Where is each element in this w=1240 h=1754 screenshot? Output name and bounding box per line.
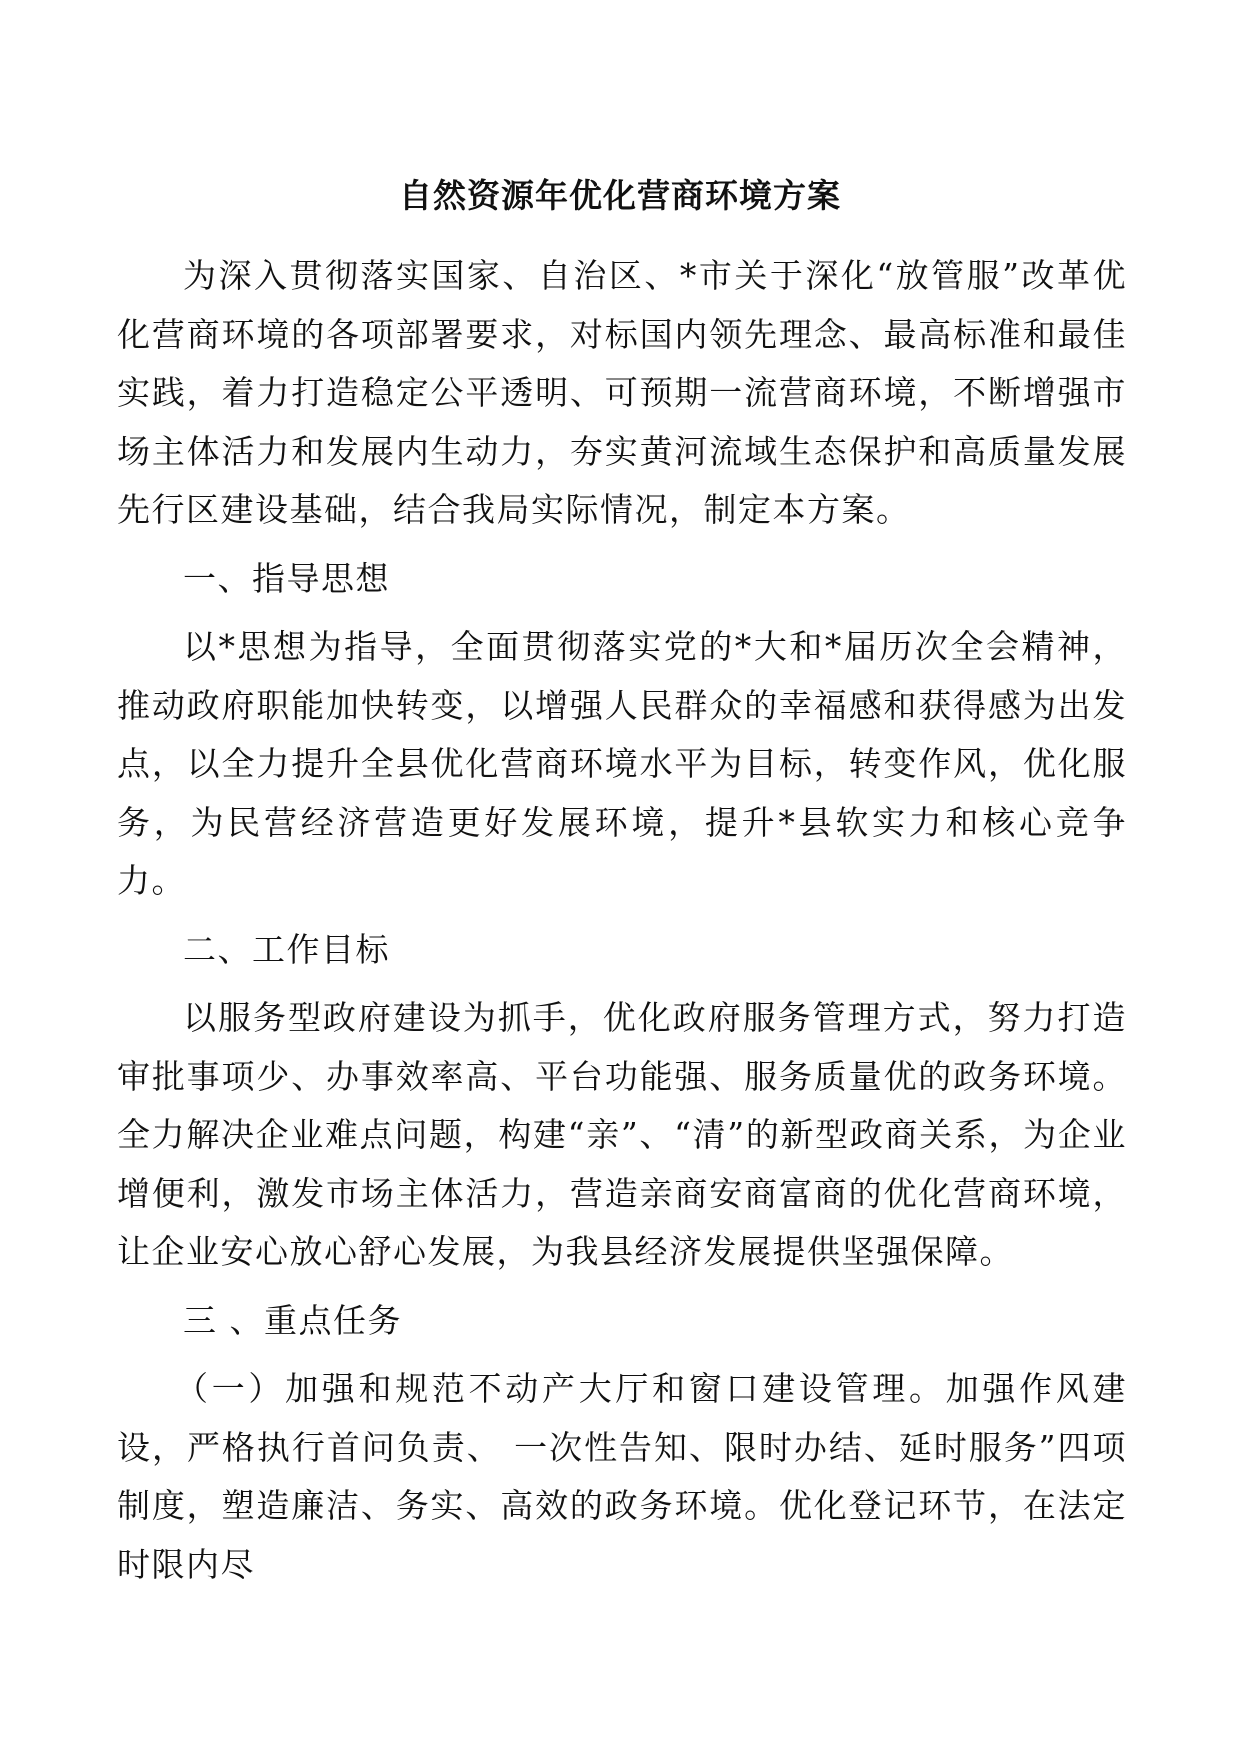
section-paragraph-guiding-ideology: 以*思想为指导，全面贯彻落实党的*大和*届历次全会精神，推动政府职能加快转变，以增强人民群众的幸福感和获得感为出发点，以全力提升全县优化营商环境水平为目标，转变作风，优化服务，为民营经济营造更好发展环境，提升*县软实力和核心竞争力。 xyxy=(117,627,1127,900)
section-paragraph-key-tasks: （一）加强和规范不动产大厅和窗口建设管理。加强作风建设，严格执行首问负责、 一次性告知、限时办结、延时服务”四项制度，塑造廉洁、务实、高效的政务环境。优化登记环节，在法定时限内尽 xyxy=(117,1369,1127,1584)
section-heading-key-tasks: 三 、重点任务 xyxy=(183,1300,402,1340)
intro-paragraph: 为深入贯彻落实国家、自治区、*市关于深化“放管服”改革优化营商环境的各项部署要求，对标国内领先理念、最高标准和最佳实践，着力打造稳定公平透明、可预期一流营商环境，不断增强市场主体活力和发展内生动力，夯实黄河流域生态保护和高质量发展先行区建设基础，结合我局实际情况，制定本方案。 xyxy=(117,256,1127,529)
document-body xyxy=(117,247,1127,1594)
section-paragraph-work-goals: 以服务型政府建设为抓手，优化政府服务管理方式，努力打造审批事项少、办事效率高、平台功能强、服务质量优的政务环境。全力解决企业难点问题，构建“亲”、“清”的新型政商关系，为企业增便利，激发市场主体活力，营造亲商安商富商的优化营商环境，让企业安心放心舒心发展，为我县经济发展提供坚强保障。 xyxy=(117,998,1127,1271)
section-heading-guiding-ideology: 一、指导思想 xyxy=(183,558,390,598)
section-heading-work-goals: 二、工作目标 xyxy=(183,929,390,969)
document-title: 自然资源年优化营商环境方案 xyxy=(399,176,841,215)
